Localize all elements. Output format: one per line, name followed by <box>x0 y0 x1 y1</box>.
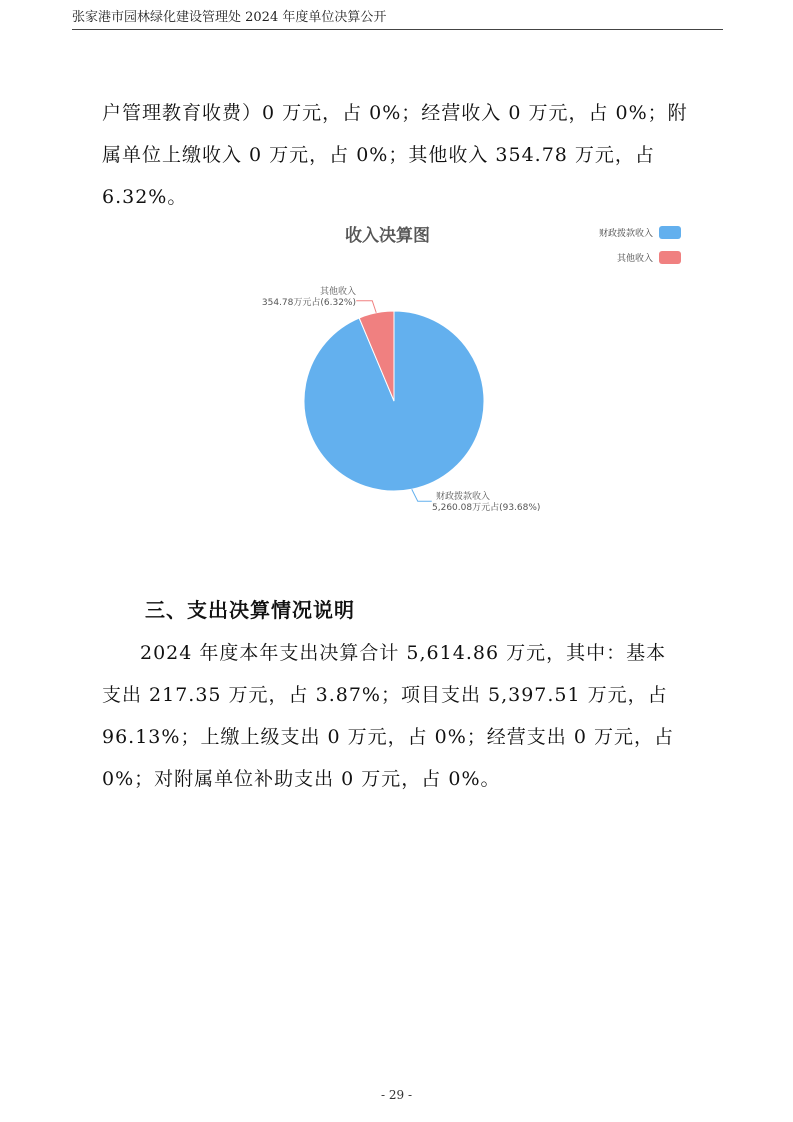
page-header: 张家港市园林绿化建设管理处 2024 年度单位决算公开 <box>72 10 723 30</box>
expense-text-line-1: 2024 年度本年支出决算合计 5,614.86 万元，其中：基本 <box>140 642 667 664</box>
section-heading: 三、支出决算情况说明 <box>145 598 355 622</box>
income-text-line-1: 户管理教育收费）0 万元，占 0%；经营收入 0 万元，占 0%；附 <box>102 102 688 124</box>
expense-text-line-2: 支出 217.35 万元，占 3.87%；项目支出 5,397.51 万元，占 <box>102 684 668 706</box>
pie-label-fiscal-value: 5,260.08万元占(93.68%) <box>432 503 541 513</box>
pie-label-fiscal-name: 财政拨款收入 <box>436 492 491 502</box>
expense-text-line-4: 0%；对附属单位补助支出 0 万元，占 0%。 <box>102 768 501 790</box>
legend-label-fiscal: 财政拨款收入 <box>598 228 653 239</box>
pie-label-other-name: 其他收入 <box>319 287 356 297</box>
leader-line-fiscal <box>412 489 432 501</box>
income-text-line-2: 属单位上缴收入 0 万元，占 0%；其他收入 354.78 万元，占 <box>102 144 655 166</box>
legend-label-other: 其他收入 <box>616 253 653 264</box>
expense-text-line-3: 96.13%；上缴上级支出 0 万元，占 0%；经营支出 0 万元，占 <box>102 726 674 748</box>
pie-label-other-value: 354.78万元占(6.32%) <box>261 298 356 308</box>
chart-title: 收入决算图 <box>345 226 430 246</box>
page-number: - 29 - <box>380 1088 412 1102</box>
income-text-line-3: 6.32%。 <box>102 186 188 208</box>
leader-line-other <box>356 301 376 313</box>
